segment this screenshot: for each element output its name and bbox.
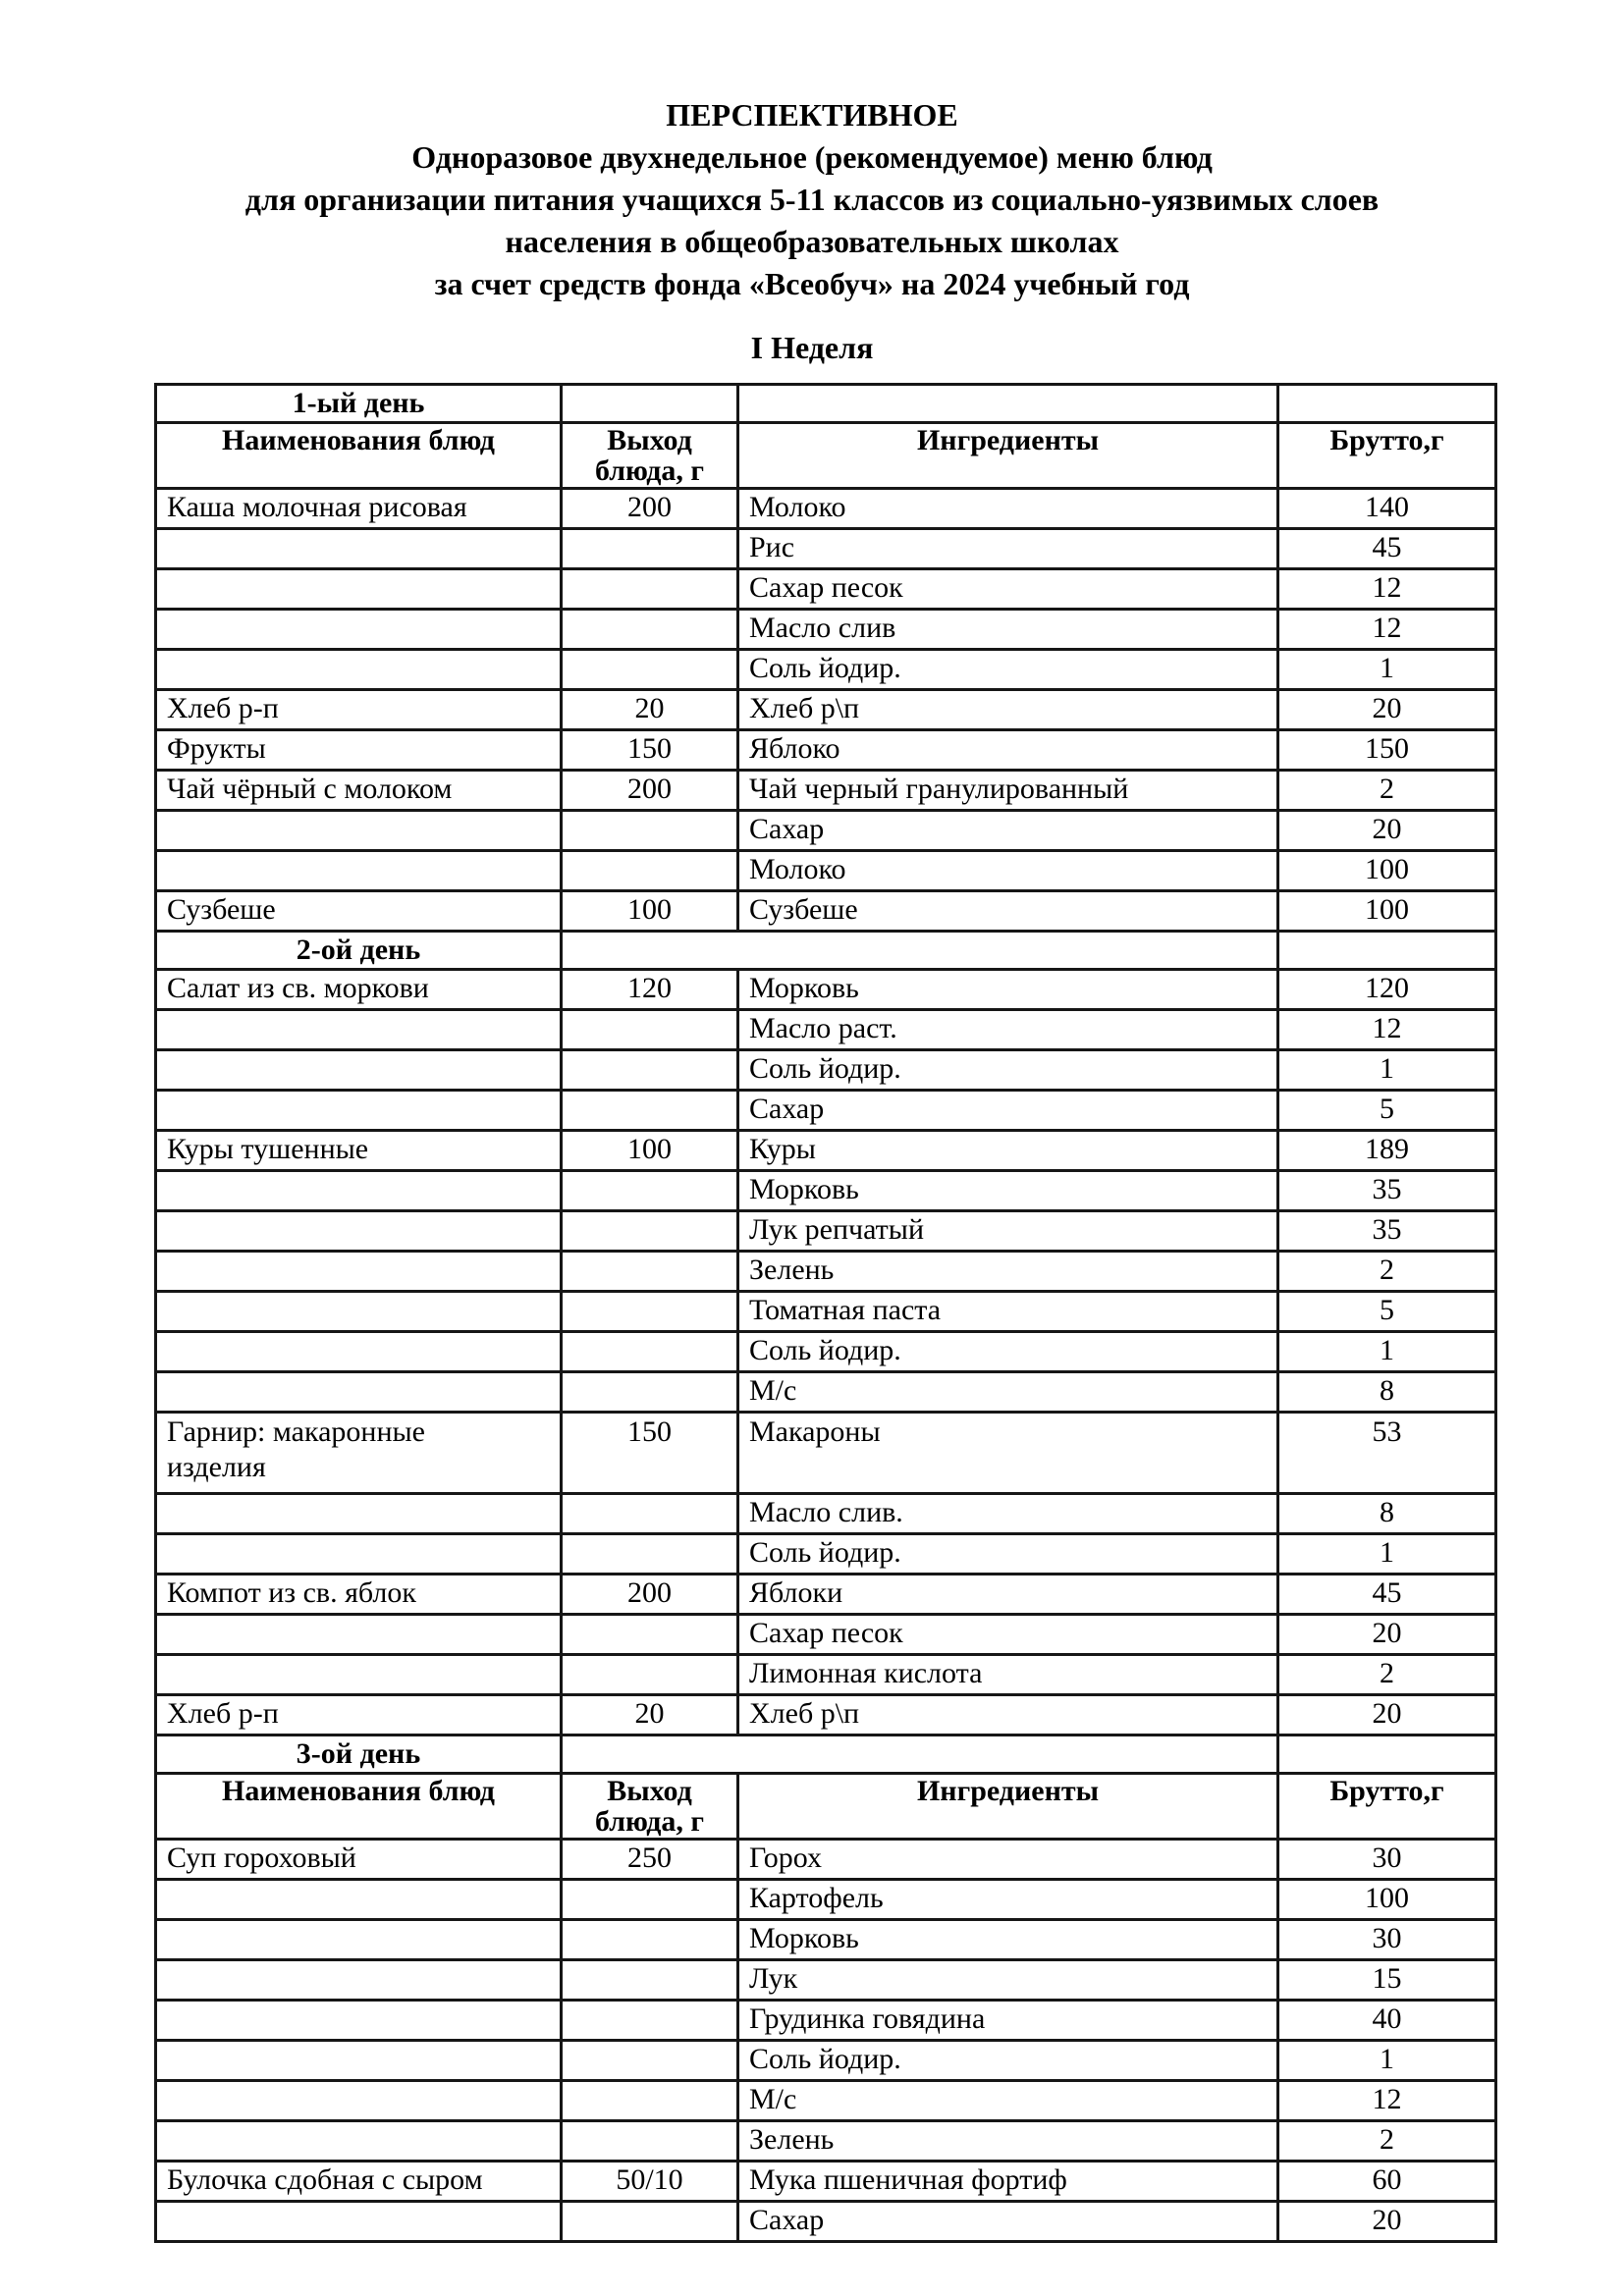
document-title <box>0 0 1624 305</box>
ingredient-cell: Зелень <box>738 1252 1278 1292</box>
dish-cell: Компот из св. яблок <box>156 1575 562 1615</box>
ingredient-cell: Горох <box>738 1840 1278 1880</box>
yield-cell <box>562 650 738 690</box>
ingredient-cell: Грудинка говядина <box>738 2001 1278 2041</box>
yield-cell: 100 <box>562 891 738 932</box>
dish-cell <box>156 1252 562 1292</box>
dish-cell: Гарнир: макаронные изделия <box>156 1413 562 1494</box>
yield-cell: 50/10 <box>562 2162 738 2202</box>
yield-cell: 20 <box>562 1695 738 1735</box>
yield-cell: 100 <box>562 1131 738 1171</box>
column-header-ingredients: Ингредиенты <box>738 1774 1278 1840</box>
dish-cell <box>156 529 562 569</box>
ingredient-cell: Молоко <box>738 489 1278 529</box>
table-row <box>156 1010 1496 1050</box>
gross-cell: 30 <box>1278 1920 1496 1960</box>
ingredient-cell: Макароны <box>738 1413 1278 1494</box>
title-line-1: ПЕРСПЕКТИВНОЕ <box>666 97 958 133</box>
yield-cell <box>562 2081 738 2121</box>
gross-cell: 100 <box>1278 1880 1496 1920</box>
yield-cell <box>562 2041 738 2081</box>
gross-cell: 189 <box>1278 1131 1496 1171</box>
table-row <box>156 1131 1496 1171</box>
gross-cell: 140 <box>1278 489 1496 529</box>
empty-cell <box>1278 932 1496 970</box>
gross-cell: 1 <box>1278 1534 1496 1575</box>
yield-cell <box>562 1494 738 1534</box>
table-row <box>156 730 1496 771</box>
ingredient-cell: Сахар <box>738 2202 1278 2242</box>
ingredient-cell: Куры <box>738 1131 1278 1171</box>
table-row <box>156 2081 1496 2121</box>
yield-cell <box>562 1252 738 1292</box>
table-row <box>156 1494 1496 1534</box>
dish-cell <box>156 2001 562 2041</box>
dish-cell: Чай чёрный с молоком <box>156 771 562 811</box>
ingredient-cell: Соль йодир. <box>738 1534 1278 1575</box>
ingredient-cell: Яблоки <box>738 1575 1278 1615</box>
dish-cell <box>156 650 562 690</box>
dish-cell <box>156 1920 562 1960</box>
table-row <box>156 970 1496 1010</box>
column-header-gross: Брутто,г <box>1278 423 1496 489</box>
table-row <box>156 1960 1496 2001</box>
dish-cell: Сузбеше <box>156 891 562 932</box>
ingredient-cell: М/с <box>738 1372 1278 1413</box>
ingredient-cell: Морковь <box>738 970 1278 1010</box>
ingredient-cell: Молоко <box>738 851 1278 891</box>
table-row <box>156 423 1496 489</box>
gross-cell: 8 <box>1278 1372 1496 1413</box>
dish-cell <box>156 811 562 851</box>
ingredient-cell: Лимонная кислота <box>738 1655 1278 1695</box>
title-line-3: для организации питания учащихся 5-11 классов из социально-уязвимых слоев <box>244 182 1380 217</box>
day-label-cell: 1-ый день <box>156 385 562 423</box>
gross-cell: 5 <box>1278 1091 1496 1131</box>
dish-cell: Каша молочная рисовая <box>156 489 562 529</box>
dish-cell <box>156 1091 562 1131</box>
title-line-5: за счет средств фонда «Всеобуч» на 2024 учебный год <box>434 266 1190 301</box>
table-row <box>156 1332 1496 1372</box>
table-row <box>156 1575 1496 1615</box>
yield-cell: 250 <box>562 1840 738 1880</box>
table-row <box>156 2121 1496 2162</box>
yield-cell <box>562 1050 738 1091</box>
yield-cell <box>562 1960 738 2001</box>
ingredient-cell: М/с <box>738 2081 1278 2121</box>
table-row <box>156 385 1496 423</box>
gross-cell: 2 <box>1278 771 1496 811</box>
dish-cell <box>156 1372 562 1413</box>
dish-cell <box>156 1615 562 1655</box>
gross-cell: 2 <box>1278 2121 1496 2162</box>
ingredient-cell: Лук <box>738 1960 1278 2001</box>
yield-cell <box>562 851 738 891</box>
table-row <box>156 1655 1496 1695</box>
ingredient-cell: Сузбеше <box>738 891 1278 932</box>
gross-cell: 15 <box>1278 1960 1496 2001</box>
empty-cell <box>562 1735 1278 1774</box>
yield-cell <box>562 2001 738 2041</box>
gross-cell: 100 <box>1278 851 1496 891</box>
title-line-2: Одноразовое двухнедельное (рекомендуемое) меню блюд <box>411 139 1213 175</box>
day-label-cell: 3-ой день <box>156 1735 562 1774</box>
dish-cell <box>156 610 562 650</box>
dish-cell: Фрукты <box>156 730 562 771</box>
gross-cell: 1 <box>1278 650 1496 690</box>
dish-cell <box>156 1050 562 1091</box>
gross-cell: 45 <box>1278 1575 1496 1615</box>
yield-cell: 200 <box>562 771 738 811</box>
gross-cell: 60 <box>1278 2162 1496 2202</box>
table-row <box>156 1171 1496 1211</box>
empty-cell <box>562 932 1278 970</box>
table-row <box>156 1615 1496 1655</box>
table-row <box>156 891 1496 932</box>
ingredient-cell: Масло слив. <box>738 1494 1278 1534</box>
dish-cell: Хлеб р-п <box>156 1695 562 1735</box>
gross-cell: 150 <box>1278 730 1496 771</box>
yield-cell: 150 <box>562 730 738 771</box>
table-row <box>156 1695 1496 1735</box>
gross-cell: 12 <box>1278 569 1496 610</box>
dish-cell: Куры тушенные <box>156 1131 562 1171</box>
title-line-4: населения в общеобразовательных школах <box>505 224 1119 259</box>
yield-cell: 200 <box>562 489 738 529</box>
day-label-cell: 2-ой день <box>156 932 562 970</box>
gross-cell: 2 <box>1278 1655 1496 1695</box>
table-row <box>156 1840 1496 1880</box>
yield-cell <box>562 811 738 851</box>
ingredient-cell: Картофель <box>738 1880 1278 1920</box>
table-row <box>156 610 1496 650</box>
dish-cell <box>156 1171 562 1211</box>
gross-cell: 1 <box>1278 1332 1496 1372</box>
dish-cell <box>156 1211 562 1252</box>
gross-cell: 1 <box>1278 2041 1496 2081</box>
ingredient-cell: Томатная паста <box>738 1292 1278 1332</box>
yield-cell <box>562 610 738 650</box>
dish-cell <box>156 2041 562 2081</box>
yield-cell <box>562 2121 738 2162</box>
week-label: I Неделя <box>750 330 874 365</box>
gross-cell: 12 <box>1278 2081 1496 2121</box>
table-row <box>156 1920 1496 1960</box>
table-row <box>156 650 1496 690</box>
gross-cell: 53 <box>1278 1413 1496 1494</box>
table-row <box>156 771 1496 811</box>
empty-cell <box>738 385 1278 423</box>
table-row <box>156 1735 1496 1774</box>
empty-cell <box>1278 385 1496 423</box>
gross-cell: 12 <box>1278 1010 1496 1050</box>
dish-cell <box>156 569 562 610</box>
ingredient-cell: Лук репчатый <box>738 1211 1278 1252</box>
yield-cell <box>562 1920 738 1960</box>
table-row <box>156 1091 1496 1131</box>
table-row <box>156 529 1496 569</box>
column-header-dishes: Наименования блюд <box>156 1774 562 1840</box>
column-header-dishes: Наименования блюд <box>156 423 562 489</box>
table-row <box>156 1292 1496 1332</box>
gross-cell: 20 <box>1278 2202 1496 2242</box>
yield-cell <box>562 1615 738 1655</box>
ingredient-cell: Морковь <box>738 1920 1278 1960</box>
menu-table <box>154 383 1497 2243</box>
column-header-gross: Брутто,г <box>1278 1774 1496 1840</box>
ingredient-cell: Сахар песок <box>738 569 1278 610</box>
column-header-yield: Выход блюда, г <box>562 1774 738 1840</box>
dish-cell <box>156 1960 562 2001</box>
yield-cell <box>562 1534 738 1575</box>
table-row <box>156 690 1496 730</box>
yield-cell: 120 <box>562 970 738 1010</box>
gross-cell: 8 <box>1278 1494 1496 1534</box>
yield-cell <box>562 1292 738 1332</box>
dish-cell: Суп гороховый <box>156 1840 562 1880</box>
ingredient-cell: Мука пшеничная фортиф <box>738 2162 1278 2202</box>
table-row <box>156 932 1496 970</box>
gross-cell: 35 <box>1278 1171 1496 1211</box>
yield-cell <box>562 1332 738 1372</box>
gross-cell: 100 <box>1278 891 1496 932</box>
empty-cell <box>562 385 738 423</box>
table-row <box>156 1372 1496 1413</box>
column-header-yield: Выход блюда, г <box>562 423 738 489</box>
table-row <box>156 1774 1496 1840</box>
ingredient-cell: Масло раст. <box>738 1010 1278 1050</box>
dish-cell <box>156 1655 562 1695</box>
menu-table-body <box>156 385 1496 2242</box>
yield-cell <box>562 569 738 610</box>
yield-cell <box>562 1211 738 1252</box>
table-row <box>156 489 1496 529</box>
ingredient-cell: Зелень <box>738 2121 1278 2162</box>
yield-cell <box>562 1010 738 1050</box>
empty-cell <box>1278 1735 1496 1774</box>
table-row <box>156 1534 1496 1575</box>
table-row <box>156 2041 1496 2081</box>
yield-cell: 20 <box>562 690 738 730</box>
yield-cell <box>562 1091 738 1131</box>
gross-cell: 20 <box>1278 1695 1496 1735</box>
dish-cell <box>156 2121 562 2162</box>
yield-cell: 200 <box>562 1575 738 1615</box>
ingredient-cell: Масло слив <box>738 610 1278 650</box>
yield-cell <box>562 1171 738 1211</box>
dish-cell <box>156 851 562 891</box>
table-row <box>156 569 1496 610</box>
ingredient-cell: Хлеб р\п <box>738 1695 1278 1735</box>
yield-cell <box>562 1880 738 1920</box>
ingredient-cell: Соль йодир. <box>738 2041 1278 2081</box>
table-row <box>156 1050 1496 1091</box>
ingredient-cell: Рис <box>738 529 1278 569</box>
gross-cell: 45 <box>1278 529 1496 569</box>
gross-cell: 20 <box>1278 1615 1496 1655</box>
dish-cell <box>156 1010 562 1050</box>
ingredient-cell: Соль йодир. <box>738 1332 1278 1372</box>
dish-cell <box>156 1880 562 1920</box>
ingredient-cell: Яблоко <box>738 730 1278 771</box>
table-row <box>156 851 1496 891</box>
table-row <box>156 811 1496 851</box>
dish-cell: Булочка сдобная с сыром <box>156 2162 562 2202</box>
table-row <box>156 1252 1496 1292</box>
dish-cell <box>156 2081 562 2121</box>
table-row <box>156 1880 1496 1920</box>
gross-cell: 30 <box>1278 1840 1496 1880</box>
table-row <box>156 1413 1496 1494</box>
gross-cell: 5 <box>1278 1292 1496 1332</box>
ingredient-cell: Морковь <box>738 1171 1278 1211</box>
yield-cell <box>562 1655 738 1695</box>
ingredient-cell: Соль йодир. <box>738 1050 1278 1091</box>
ingredient-cell: Сахар песок <box>738 1615 1278 1655</box>
gross-cell: 40 <box>1278 2001 1496 2041</box>
column-header-ingredients: Ингредиенты <box>738 423 1278 489</box>
gross-cell: 35 <box>1278 1211 1496 1252</box>
table-row <box>156 2001 1496 2041</box>
dish-cell <box>156 1534 562 1575</box>
dish-cell <box>156 1494 562 1534</box>
gross-cell: 20 <box>1278 690 1496 730</box>
dish-cell <box>156 1292 562 1332</box>
table-row <box>156 2202 1496 2242</box>
dish-cell <box>156 1332 562 1372</box>
ingredient-cell: Сахар <box>738 811 1278 851</box>
yield-cell <box>562 529 738 569</box>
table-row <box>156 2162 1496 2202</box>
dish-cell <box>156 2202 562 2242</box>
dish-cell: Хлеб р-п <box>156 690 562 730</box>
ingredient-cell: Чай черный гранулированный <box>738 771 1278 811</box>
gross-cell: 20 <box>1278 811 1496 851</box>
yield-cell: 150 <box>562 1413 738 1494</box>
gross-cell: 120 <box>1278 970 1496 1010</box>
yield-cell <box>562 1372 738 1413</box>
table-row <box>156 1211 1496 1252</box>
yield-cell <box>562 2202 738 2242</box>
ingredient-cell: Сахар <box>738 1091 1278 1131</box>
gross-cell: 2 <box>1278 1252 1496 1292</box>
gross-cell: 12 <box>1278 610 1496 650</box>
dish-cell: Салат из св. моркови <box>156 970 562 1010</box>
gross-cell: 1 <box>1278 1050 1496 1091</box>
ingredient-cell: Хлеб р\п <box>738 690 1278 730</box>
ingredient-cell: Соль йодир. <box>738 650 1278 690</box>
